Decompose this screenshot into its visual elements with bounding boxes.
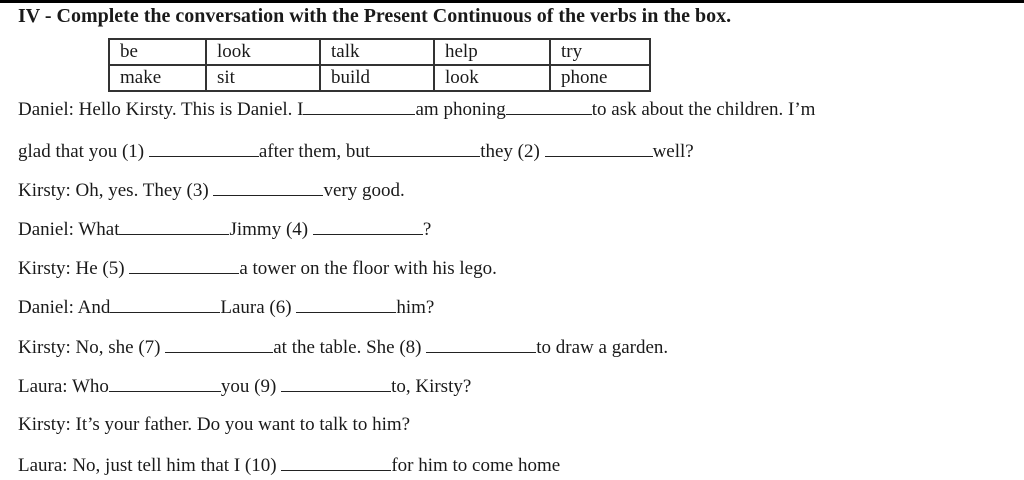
line-text: Jimmy (4): [229, 219, 313, 240]
line-text: ?: [422, 219, 432, 240]
word-cell: look: [434, 65, 550, 91]
answer-blank[interactable]: [129, 255, 239, 274]
dialogue-line-9: [18, 413, 410, 437]
line-text: to ask about the children. I’m: [591, 99, 816, 120]
answer-blank[interactable]: [281, 452, 391, 471]
answer-blank[interactable]: [313, 216, 423, 235]
word-cell: make: [109, 65, 206, 91]
word-box-row: [109, 39, 650, 65]
line-text: for him to come home: [391, 455, 561, 476]
line-text: Daniel: And: [18, 297, 111, 318]
word-cell: talk: [320, 39, 434, 65]
line-text: Laura (6): [220, 297, 297, 318]
answer-blank[interactable]: [149, 138, 259, 157]
word-box: [108, 38, 651, 92]
word-cell: build: [320, 65, 434, 91]
answer-blank[interactable]: [119, 216, 229, 235]
line-text: a tower on the floor with his lego.: [239, 258, 497, 279]
line-text: you (9): [220, 376, 282, 397]
dialogue-line-10: [18, 452, 560, 478]
answer-blank[interactable]: [213, 177, 323, 196]
answer-blank[interactable]: [110, 294, 220, 313]
answer-blank[interactable]: [303, 96, 415, 115]
answer-blank[interactable]: [296, 294, 396, 313]
line-text: Kirsty: Oh, yes. They (3): [18, 180, 214, 201]
line-text: Kirsty: No, she (7): [18, 337, 166, 358]
word-cell: help: [434, 39, 550, 65]
dialogue-line-1: [18, 96, 815, 122]
line-text: am phoning: [415, 99, 506, 120]
line-text: Kirsty: He (5): [18, 258, 130, 279]
word-cell: try: [550, 39, 650, 65]
line-text: him?: [396, 297, 435, 318]
line-text: they (2): [480, 141, 545, 162]
word-cell: sit: [206, 65, 320, 91]
line-text: well?: [652, 141, 694, 162]
answer-blank[interactable]: [165, 334, 273, 353]
word-cell: phone: [550, 65, 650, 91]
line-text: glad that you (1): [18, 141, 149, 162]
dialogue-line-3: [18, 177, 405, 203]
answer-blank[interactable]: [109, 373, 221, 392]
dialogue-line-8: [18, 373, 471, 399]
dialogue-line-5: [18, 255, 497, 281]
answer-blank[interactable]: [370, 138, 480, 157]
line-text: Daniel: What: [18, 219, 120, 240]
line-text: Laura: No, just tell him that I (10): [18, 455, 282, 476]
dialogue-line-6: [18, 294, 434, 320]
answer-blank[interactable]: [281, 373, 391, 392]
answer-blank[interactable]: [506, 96, 592, 115]
line-text: Daniel: Hello Kirsty. This is Daniel. I: [18, 99, 304, 120]
answer-blank[interactable]: [426, 334, 536, 353]
line-text: after them, but: [258, 141, 371, 162]
line-text: very good.: [323, 180, 405, 201]
word-cell: be: [109, 39, 206, 65]
dialogue-line-4: [18, 216, 431, 242]
dialogue-line-2: [18, 138, 694, 164]
exercise-heading: IV - Complete the conversation with the Present Continuous of the verbs in the box.: [18, 5, 732, 27]
word-cell: look: [206, 39, 320, 65]
line-text: Laura: Who: [18, 376, 109, 397]
answer-blank[interactable]: [545, 138, 653, 157]
line-text: Kirsty: It’s your father. Do you want to talk to him?: [18, 414, 411, 435]
line-text: at the table. She (8): [273, 337, 427, 358]
top-rule: [0, 0, 1024, 3]
word-box-row: [109, 65, 650, 91]
line-text: to, Kirsty?: [391, 376, 472, 397]
line-text: to draw a garden.: [536, 337, 669, 358]
dialogue-line-7: [18, 334, 668, 360]
